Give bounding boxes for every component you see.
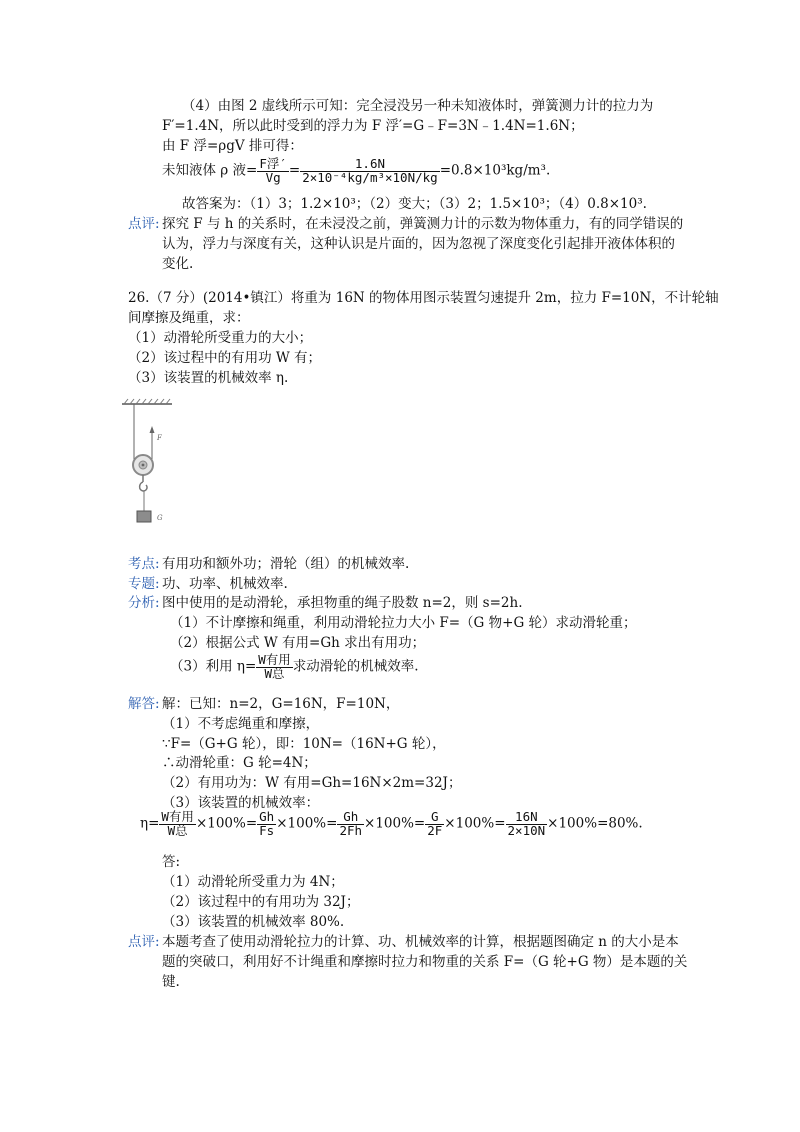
q25-comment-label: 点评: — [128, 216, 160, 232]
eta-derivation: η= $\frac{\text{W有用}}{\text{W总}}$ ×100%= $\frac{Gh}{Fs}$ ×100%= $\frac{Gh}{2Fh}$ ×100%= $\frac{G}{2F}$ ×100%= $\frac{16N}{2\times 10N}$ ×100%=80%. — [140, 809, 643, 838]
q26-ask-1: （1）动滑轮所受重力的大小； — [128, 330, 313, 346]
density-fraction-1: $\frac{\text{F浮′}}{Vg}$ — [259, 156, 287, 185]
answer-label: 答: — [162, 854, 181, 870]
answer-line-3: （3）该装置的机械效率 80%. — [162, 914, 345, 930]
jieda-line-6: （3）该装置的机械效率： — [162, 795, 320, 811]
q25-comment-line-2: 认为，浮力与深度有关，这种认识是片面的，因为忽视了深度变化引起排开液体体积的 — [162, 236, 675, 252]
q25-line-3: 由 F 浮=ρgV 排可得： — [162, 138, 303, 154]
density-fraction-2: $\frac{1.6N}{\text{2×10⁻⁴kg/m³×10N/kg}}$ — [302, 156, 438, 185]
q26-stem-line-2: 间摩擦及绳重，求： — [128, 310, 250, 326]
eta-fraction-4: $\frac{G}{2F}$ — [427, 809, 443, 838]
kaodian-label: 考点: — [128, 556, 160, 572]
jieda-label: 解答: — [128, 696, 160, 712]
fenxi-label: 分析: — [128, 595, 160, 611]
efficiency-fraction: $\frac{\text{W有用}}{\text{W总}}$ — [258, 652, 291, 681]
fenxi-line-1: 图中使用的是动滑轮，承担物重的绳子股数 n=2，则 s=2h. — [162, 595, 523, 611]
q25-comment-line-3: 变化. — [162, 256, 194, 272]
q25-density-formula: 未知液体 ρ 液= $\frac{\text{F浮′}}{Vg}$ = $\frac{1.6N}{\text{2×10⁻⁴kg/m³×10N/kg}}$ =0.8×10³kg/m³. — [162, 156, 551, 185]
jieda-line-1: 解：已知：n=2，G=16N，F=10N， — [162, 696, 400, 712]
fenxi-line-3: （2）根据公式 W 有用=Gh 求出有用功； — [170, 635, 426, 651]
density-lead: 未知液体 ρ 液= — [162, 162, 258, 179]
q25-answer: 故答案为：（1）3；1.2×10³；（2）变大；（3）2；1.5×10³；（4）0.8×10³. — [182, 196, 647, 212]
zhuanti-label: 专题: — [128, 576, 160, 592]
jieda-line-3: ∵F=（G+G 轮），即：10N=（16N+G 轮）， — [162, 736, 446, 752]
eta-fraction-5: $\frac{16N}{2\times 10N}$ — [507, 809, 546, 838]
pulley-figure — [120, 398, 180, 528]
weight-block — [137, 511, 151, 522]
jieda-line-5: （2）有用功为：W 有用=Gh=16N×2m=32J； — [162, 775, 462, 791]
q26-comment-line-2: 题的突破口，利用好不计绳重和摩擦时拉力和物重的关系 F=（G 轮+G 物）是本题的关 — [162, 954, 688, 970]
force-arrow — [150, 426, 155, 433]
eta-fraction-2: $\frac{Gh}{Fs}$ — [259, 809, 275, 838]
fenxi-line-2: （1）不计摩擦和绳重，利用动滑轮拉力大小 F=（G 物+G 轮）求动滑轮重； — [170, 615, 637, 631]
zhuanti-text: 功、功率、机械效率. — [162, 576, 288, 592]
eta-fraction-1: $\frac{\text{W有用}}{\text{W总}}$ — [161, 809, 194, 838]
q26-stem-line-1: 26.（7 分）(2014•镇江）将重为 16N 的物体用图示装置匀速提升 2m，拉力 F=10N，不计轮轴 — [128, 290, 719, 306]
fenxi-line-4: （3）利用 η= $\frac{\text{W有用}}{\text{W总}}$ 求动滑轮的机械效率. — [170, 652, 419, 681]
q26-comment-label: 点评: — [128, 934, 160, 950]
hook — [140, 482, 147, 491]
q26-ask-3: （3）该装置的机械效率 η. — [128, 370, 289, 386]
q26-ask-2: （2）该过程中的有用功 W 有； — [128, 350, 322, 366]
q25-line-2: F′=1.4N，所以此时受到的浮力为 F 浮′=G﹣F=3N﹣1.4N=1.6N； — [162, 118, 584, 134]
force-label: F — [157, 434, 162, 442]
weight-label: G — [157, 514, 163, 522]
ceiling-hatch — [122, 399, 172, 404]
jieda-line-2: （1）不考虑绳重和摩擦， — [162, 716, 320, 732]
answer-line-2: （2）该过程中的有用功为 32J； — [162, 894, 360, 910]
q25-line-1: （4）由图 2 虚线所示可知：完全浸没另一种未知液体时，弹簧测力计的拉力为 — [182, 98, 654, 114]
answer-line-1: （1）动滑轮所受重力为 4N； — [162, 874, 344, 890]
q25-comment-line-1: 探究 F 与 h 的关系时，在未浸没之前，弹簧测力计的示数为物体重力，有的同学错误的 — [162, 216, 684, 232]
jieda-line-4: ∴动滑轮重：G 轮=4N； — [162, 755, 317, 771]
q26-comment-line-3: 键. — [162, 974, 180, 990]
eta-fraction-3: $\frac{Gh}{2Fh}$ — [339, 809, 363, 838]
kaodian-text: 有用功和额外功；滑轮（组）的机械效率. — [162, 556, 410, 572]
q26-comment-line-1: 本题考查了使用动滑轮拉力的计算、功、机械效率的计算，根据题图确定 n 的大小是本 — [162, 934, 679, 950]
